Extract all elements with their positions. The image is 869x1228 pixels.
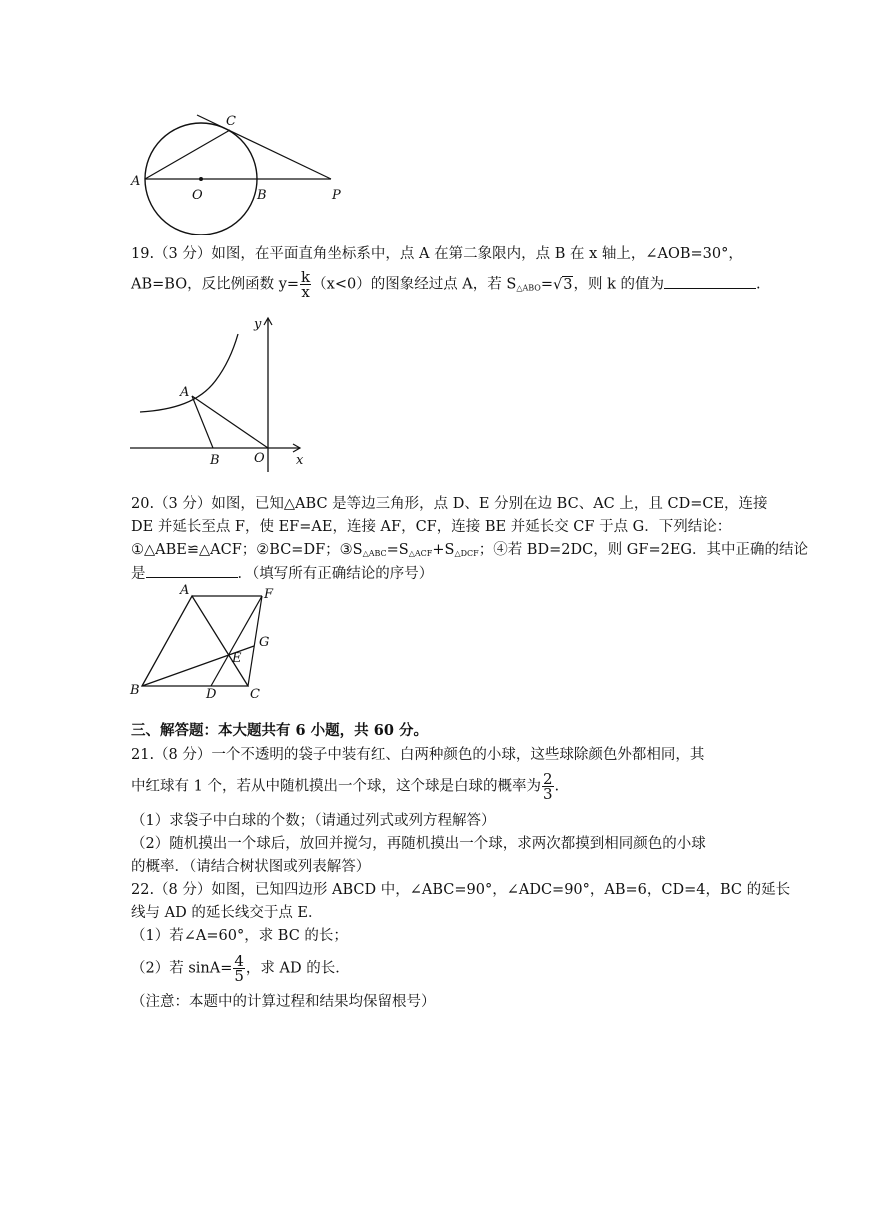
sqrt-radicand: 3 <box>563 276 573 293</box>
label-o: O <box>254 451 265 466</box>
label-e: E <box>232 651 242 666</box>
label-a: A <box>131 174 141 189</box>
q21-part1: （1）求袋子中白球的个数；（请通过列式或列方程解答） <box>131 813 496 829</box>
q22-note: （注意：本题中的计算过程和结果均保留根号） <box>131 994 436 1010</box>
label-b: B <box>257 188 267 203</box>
q22-line1: 22.（8 分）如图，已知四边形 ABCD 中，∠ABC=90°，∠ADC=90°，AB=6，CD=4，BC 的延长 <box>131 882 791 898</box>
q20-text-f: ．（填写所有正确结论的序号） <box>237 566 434 582</box>
hyperbola-curve <box>140 334 238 412</box>
center-point <box>199 177 203 181</box>
label-b: B <box>130 683 140 698</box>
q20-text-a: ①△ABE≌△ACF；②BC=DF；③S <box>131 542 363 558</box>
q21-line2 <box>131 772 559 801</box>
q20-line2: DE 并延长至点 F，使 EF=AE，连接 AF，CF，连接 BE 并延长交 CF 于点 G．下列结论： <box>131 519 732 535</box>
label-d: D <box>206 687 217 700</box>
q19-text-a: AB=BO，反比例函数 y= <box>131 276 300 293</box>
fraction-k-over-x <box>300 270 311 299</box>
label-f: F <box>264 587 274 602</box>
q19-text-e: . <box>756 276 761 293</box>
label-g: G <box>259 635 270 650</box>
figure-equilateral-triangle <box>126 580 286 700</box>
label-p: P <box>332 188 341 203</box>
answer-blank-19[interactable] <box>664 274 756 289</box>
figure-circle-tangent <box>125 105 355 235</box>
q19-line2 <box>131 270 761 299</box>
subscript-abo: △ABO <box>516 283 541 293</box>
q22-part1: （1）若∠A=60°，求 BC 的长； <box>131 928 348 944</box>
frac-den: 3 <box>542 785 553 803</box>
q20-text-e: 是 <box>131 566 146 582</box>
subscript-acf: △ACF <box>408 549 433 558</box>
sqrt-three <box>553 275 573 295</box>
line-ac <box>145 130 230 179</box>
q20-text-d: ；④若 BD=2DC，则 GF=2EG．其中正确的结论 <box>478 542 808 558</box>
label-y: y <box>254 317 262 332</box>
tangent-line <box>197 115 331 179</box>
frac-num: 2 <box>542 770 553 788</box>
frac-num: 4 <box>234 952 244 970</box>
segment-df <box>211 596 262 686</box>
q19-line1: 19.（3 分）如图，在平面直角坐标系中，点 A 在第二象限内，点 B 在 x 轴上，∠AOB=30°， <box>131 246 743 262</box>
label-o: O <box>192 188 203 203</box>
label-b: B <box>210 453 220 468</box>
label-a: A <box>180 385 190 400</box>
q22-text-b: ，求 AD 的长． <box>245 960 350 977</box>
frac-den: 5 <box>234 967 244 985</box>
subscript-abc: △ABC <box>362 549 387 558</box>
q21-part2-line1: （2）随机摸出一个球后，放回并搅匀，再随机摸出一个球，求两次都摸到相同颜色的小球 <box>131 836 706 852</box>
label-c: C <box>226 114 236 129</box>
q21-text-b: . <box>554 778 560 795</box>
q20-line1: 20.（3 分）如图，已知△ABC 是等边三角形，点 D、E 分别在边 BC、AC 上，且 CD=CE，连接 <box>131 496 768 512</box>
fraction-four-fifths <box>233 954 245 983</box>
q20-text-c: +S <box>432 542 455 558</box>
frac-num: k <box>301 268 311 286</box>
q19-text-b: （x<0）的图象经过点 A，若 S <box>312 276 517 293</box>
q20-line3 <box>131 540 808 564</box>
q19-text-d: ，则 k 的值为 <box>573 276 664 293</box>
q22-line2: 线与 AD 的延长线交于点 E． <box>131 905 323 921</box>
label-a: A <box>180 583 190 598</box>
figure-coordinate-hyperbola <box>128 312 318 477</box>
segment-ao <box>192 396 268 448</box>
q22-text-a: （2）若 sinA= <box>131 960 233 977</box>
q20-text-b: =S <box>386 542 409 558</box>
label-c: C <box>250 687 260 700</box>
fraction-two-thirds <box>542 772 554 801</box>
label-x: x <box>296 453 304 468</box>
subscript-dcf: △DCF <box>454 549 479 558</box>
answer-blank-20[interactable] <box>146 563 238 578</box>
q22-part2 <box>131 954 350 983</box>
q21-part2-line2: 的概率．（请结合树状图或列表解答） <box>131 859 371 875</box>
q19-text-c: = <box>540 276 553 293</box>
q21-line1: 21.（8 分）一个不透明的袋子中装有红、白两种颜色的小球，这些球除颜色外都相同，其 <box>131 747 705 763</box>
frac-den: x <box>301 283 310 301</box>
sqrt-symbol: √ <box>553 276 563 293</box>
q21-text-a: 中红球有 1 个，若从中随机摸出一个球，这个球是白球的概率为 <box>131 778 541 795</box>
section-heading: 三、解答题：本大题共有 6 小题，共 60 分。 <box>131 722 428 739</box>
triangle-abc <box>142 596 248 686</box>
